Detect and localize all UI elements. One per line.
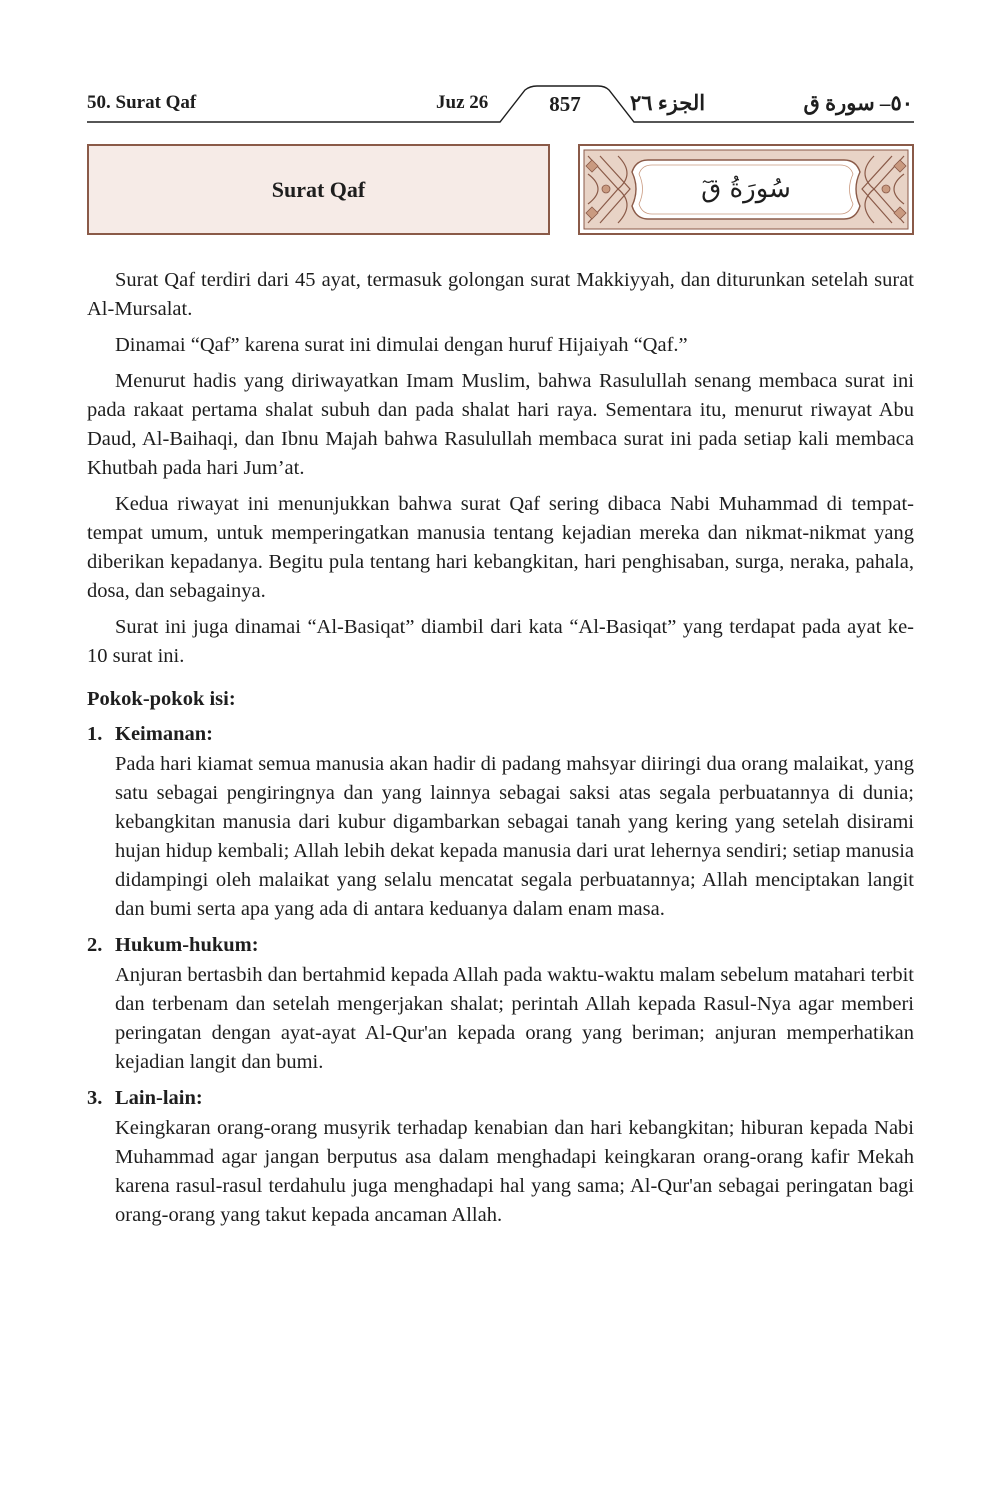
surah-calligraphy-ornament [578,144,914,235]
header-surah-arabic: ٥٠– سورة ق [803,91,913,115]
surah-introduction [87,266,914,1237]
item-title: Keimanan: [115,723,213,745]
header-juz-label: Juz 26 [436,92,489,113]
item-number: 3. [87,1087,103,1109]
surah-title-box [87,144,550,235]
surah-arabic-calligraphy: سُورَةُ قٓ [701,174,791,204]
item-number: 2. [87,934,103,956]
item-body: Pada hari kiamat semua manusia akan hadir di padang mahsyar diiringi dua orang malaikat, yang satu sebagai pengiringnya dan yang lainnya sebagai saksi atas segala perbuatannya di dunia; kebangkitan manusia dari kubur digambarkan sebagai tanah yang kering yang setelah disirami hujan hidup kembali; Allah lebih dekat kepada manusia dari urat lehernya sendiri; setiap manusia didampingi oleh malaikat yang selalu mencatat segala perbuatannya; Allah menciptakan langit dan bumi serta apa yang ada di antara keduanya dalam enam masa. [115,753,914,920]
surah-title: Surat Qaf [271,176,366,202]
intro-paragraph: Dinamai “Qaf” karena surat ini dimulai dengan huruf Hijaiyah “Qaf.” [115,334,688,356]
header-surah-title: 50. Surat Qaf [87,92,197,113]
item-title: Lain-lain: [115,1087,203,1109]
content-item-lain-lain [87,1084,914,1230]
intro-paragraph: Surat Qaf terdiri dari 45 ayat, termasuk golongan surat Makkiyyah, dan diturunkan setelah surat Al-Mursalat. [87,269,914,320]
item-number: 1. [87,723,103,745]
content-item-hukum [87,931,914,1077]
page-number: 857 [549,92,581,116]
header-juz-arabic: الجزء ٢٦ [630,91,706,115]
item-title: Hukum-hukum: [115,934,259,956]
intro-paragraph: Kedua riwayat ini menunjukkan bahwa surat Qaf sering dibaca Nabi Muhammad di tempat-tempat umum, untuk memperingatkan manusia tentang kejadian mereka dan nikmat-nikmat yang diberikan kepadanya. Begitu pula tentang hari kebangkitan, hari penghisaban, surga, neraka, pahala, dosa, dan sebagainya. [87,493,914,602]
intro-paragraph: Surat ini juga dinamai “Al-Basiqat” diambil dari kata “Al-Basiqat” yang terdapat pada ayat ke-10 surat ini. [87,616,914,667]
section-heading: Pokok-pokok isi: [87,688,236,710]
item-body: Anjuran bertasbih dan bertahmid kepada Allah pada waktu-waktu malam sebelum matahari terbit dan terbenam dan setelah mengerjakan shalat; perintah Allah kepada Rasul-Nya agar memberi peringatan dengan ayat-ayat Al-Qur'an kepada orang yang beriman; anjuran memperhatikan kejadian langit dan bumi. [115,964,914,1073]
item-body: Keingkaran orang-orang musyrik terhadap kenabian dan hari kebangkitan; hiburan kepada Nabi Muhammad agar jangan berputus asa dalam menghadapi keingkaran orang-orang kafir Mekah karena rasul-rasul terdahulu juga menghadapi hal yang sama; Al-Qur'an sebagai peringatan bagi orang-orang yang takut kepada ancaman Allah. [115,1117,914,1226]
content-item-keimanan [87,720,914,924]
intro-paragraph: Menurut hadis yang diriwayatkan Imam Muslim, bahwa Rasulullah senang membaca surat ini pada rakaat pertama shalat subuh dan pada shalat hari raya. Sementara itu, menurut riwayat Abu Daud, Al-Baihaqi, dan Ibnu Majah bahwa Rasulullah membaca surat ini pada setiap kali membaca Khutbah pada hari Jum’at. [87,370,914,479]
